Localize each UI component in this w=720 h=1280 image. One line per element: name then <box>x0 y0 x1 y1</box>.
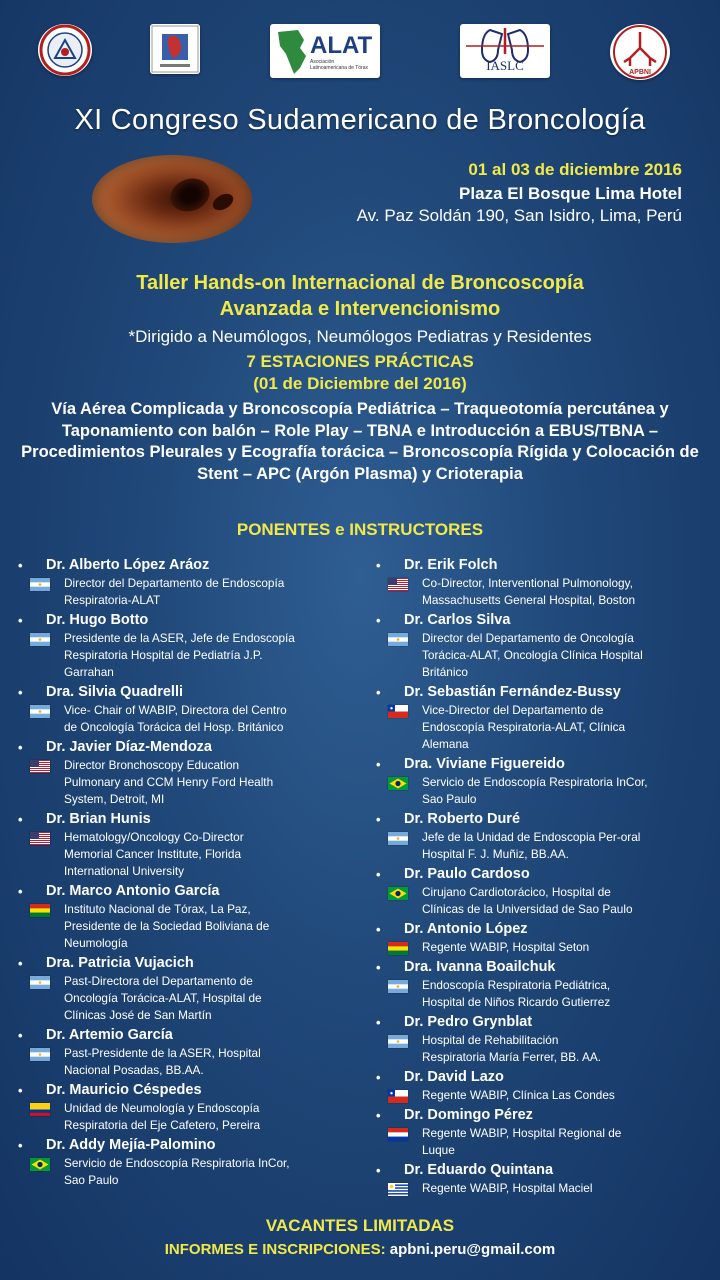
speaker-entry <box>18 882 348 952</box>
speaker-affiliation-line <box>18 791 348 808</box>
speaker-name: • Dr. Addy Mejía-Palomino <box>18 1136 348 1155</box>
speaker-affiliation-text: International University <box>64 864 184 878</box>
speaker-affiliation-text: de Oncología Torácica del Hosp. Británico <box>64 720 284 734</box>
speaker-affiliation-line <box>376 884 706 901</box>
argentina-flag-icon <box>30 705 50 718</box>
speaker-affiliation-text: Servicio de Endoscopía Respiratoria InCor, <box>422 775 648 789</box>
speaker-entry <box>18 954 348 1024</box>
speaker-name: • Dr. Artemio García <box>18 1026 348 1045</box>
workshop-topics: Vía Aérea Complicada y Broncoscopía Pediátrica – Traqueotomía percutánea y Taponamiento con balón – Role Play – TBNA e Introducción a EBUS/TBNA – Procedimientos Pleurales y Ecografía torácica – Broncoscopía Rígida y Colocación de Stent – APC (Argón Plasma) y Crioterapia <box>21 400 699 483</box>
speaker-entry <box>376 810 706 863</box>
speaker-affiliation-line <box>376 977 706 994</box>
speaker-entry <box>376 556 706 609</box>
speaker-affiliation-text: Massachusetts General Hospital, Boston <box>422 593 636 607</box>
chile-flag-icon <box>388 705 408 718</box>
contact-label: INFORMES E INSCRIPCIONES: <box>164 1241 386 1258</box>
usa-flag-icon <box>388 578 408 591</box>
uruguay-flag-icon <box>388 1183 408 1196</box>
speaker-affiliation-text: Respiratoria-ALAT <box>64 593 161 607</box>
speaker-affiliation-line <box>376 1087 706 1104</box>
chile-flag-icon <box>388 1090 408 1103</box>
speaker-name: • Dr. Mauricio Céspedes <box>18 1081 348 1100</box>
speaker-affiliation-line <box>18 846 348 863</box>
speaker-entry <box>18 1081 348 1134</box>
speaker-affiliation-text: Regente WABIP, Clínica Las Condes <box>422 1088 615 1102</box>
speaker-affiliation-text: Clínicas José de San Martín <box>64 1008 212 1022</box>
speaker-affiliation-line <box>376 901 706 918</box>
speaker-affiliation-line <box>18 918 348 935</box>
iaslc-logo-text: IASLC <box>486 58 524 73</box>
contact-email-link[interactable]: apbni.peru@gmail.com <box>389 1241 556 1258</box>
speaker-affiliation-text: Respiratoria del Eje Cafetero, Pereira <box>64 1118 261 1132</box>
speaker-affiliation-line <box>18 757 348 774</box>
speaker-affiliation-text: Alemana <box>422 737 469 751</box>
speaker-entry <box>18 683 348 736</box>
congress-title: XI Congreso Sudamericano de Broncología <box>74 104 646 136</box>
speaker-affiliation-line <box>18 664 348 681</box>
speaker-affiliation-line <box>376 592 706 609</box>
workshop-title-line1: Taller Hands-on Internacional de Broncoscopía <box>136 272 584 294</box>
aser-logo <box>150 24 200 74</box>
speaker-affiliation-text: Director del Departamento de Oncología <box>422 631 634 645</box>
speaker-entry <box>376 958 706 1011</box>
speaker-entry <box>376 611 706 681</box>
speaker-entry <box>376 1013 706 1066</box>
speaker-name: • Dr. Paulo Cardoso <box>376 865 706 884</box>
iaslc-logo <box>460 24 550 78</box>
speaker-name: • Dr. Sebastián Fernández-Bussy <box>376 683 706 702</box>
usa-flag-icon <box>30 760 50 773</box>
argentina-flag-icon <box>388 633 408 646</box>
speaker-name: • Dr. Pedro Grynblat <box>376 1013 706 1032</box>
speaker-affiliation-text: System, Detroit, MI <box>64 792 165 806</box>
speaker-affiliation-text: Instituto Nacional de Tórax, La Paz, <box>64 902 251 916</box>
speaker-name: • Dra. Patricia Vujacich <box>18 954 348 973</box>
speaker-entry <box>376 865 706 918</box>
speaker-affiliation-text: Regente WABIP, Hospital Seton <box>422 940 590 954</box>
speaker-affiliation-line <box>18 990 348 1007</box>
speaker-affiliation-line <box>376 791 706 808</box>
alat-logo <box>270 24 380 78</box>
alat-logo-text: ALAT <box>310 32 373 59</box>
argentina-flag-icon <box>388 1035 408 1048</box>
speaker-affiliation-text: Neumología <box>64 936 128 950</box>
speaker-affiliation-text: Vice- Chair of WABIP, Directora del Centro <box>64 703 287 717</box>
speaker-affiliation-text: Luque <box>422 1143 455 1157</box>
argentina-flag-icon <box>388 832 408 845</box>
speaker-affiliation-line <box>376 1142 706 1159</box>
speaker-name: • Dr. David Lazo <box>376 1068 706 1087</box>
speaker-affiliation-text: Pulmonary and CCM Henry Ford Health <box>64 775 274 789</box>
speaker-entry <box>18 738 348 808</box>
argentina-flag-icon <box>30 633 50 646</box>
event-date: 01 al 03 de diciembre 2016 <box>468 160 682 179</box>
speaker-affiliation-line <box>18 719 348 736</box>
bolivia-flag-icon <box>388 942 408 955</box>
speaker-affiliation-line <box>18 702 348 719</box>
speaker-affiliation-text: Unidad de Neumología y Endoscopía <box>64 1101 260 1115</box>
speaker-affiliation-text: Hospital F. J. Muñiz, BB.AA. <box>422 847 569 861</box>
event-venue: Plaza El Bosque Lima Hotel <box>459 184 682 203</box>
speaker-affiliation-line <box>18 1062 348 1079</box>
workshop-stations: 7 ESTACIONES PRÁCTICAS <box>246 352 474 371</box>
speaker-name: • Dr. Brian Hunis <box>18 810 348 829</box>
apbni-logo-text: APBNI <box>629 69 651 76</box>
logo-bar <box>0 20 720 82</box>
event-address: Av. Paz Soldán 190, San Isidro, Lima, Perú <box>356 206 682 225</box>
argentina-flag-icon <box>388 980 408 993</box>
speaker-affiliation-text: Co-Director, Interventional Pulmonology, <box>422 576 633 590</box>
speaker-affiliation-text: Respiratoria Hospital de Pediatría J.P. <box>64 648 263 662</box>
contact-line <box>0 1241 720 1258</box>
speaker-affiliation-text: Regente WABIP, Hospital Maciel <box>422 1181 593 1195</box>
speaker-affiliation-line <box>376 939 706 956</box>
speaker-name: • Dr. Eduardo Quintana <box>376 1161 706 1180</box>
speaker-affiliation-text: Memorial Cancer Institute, Florida <box>64 847 242 861</box>
speaker-affiliation-line <box>376 1032 706 1049</box>
argentina-flag-icon <box>30 1048 50 1061</box>
speaker-affiliation-line <box>376 846 706 863</box>
speaker-affiliation-text: Endoscopía Respiratoria Pediátrica, <box>422 978 611 992</box>
speaker-affiliation-text: Jefe de la Unidad de Endoscopia Per-oral <box>422 830 641 844</box>
speaker-affiliation-text: Past-Presidente de la ASER, Hospital <box>64 1046 261 1060</box>
speaker-affiliation-line <box>18 575 348 592</box>
speakers-title: PONENTES e INSTRUCTORES <box>236 520 484 539</box>
speaker-entry <box>18 611 348 681</box>
speaker-affiliation-text: Vice-Director del Departamento de <box>422 703 604 717</box>
speaker-affiliation-line <box>18 1100 348 1117</box>
speaker-name: • Dra. Viviane Figuereido <box>376 755 706 774</box>
speaker-entry <box>18 1136 348 1189</box>
speaker-affiliation-line <box>376 1125 706 1142</box>
speaker-affiliation-text: Sao Paulo <box>64 1173 119 1187</box>
workshop-date: (01 de Diciembre del 2016) <box>253 374 467 393</box>
speaker-affiliation-text: Oncología Torácica-ALAT, Hospital de <box>64 991 262 1005</box>
speaker-affiliation-line <box>18 647 348 664</box>
speaker-entry <box>18 810 348 880</box>
speaker-affiliation-line <box>376 829 706 846</box>
speaker-affiliation-text: Cirujano Cardiotorácico, Hospital de <box>422 885 611 899</box>
speaker-affiliation-line <box>18 1117 348 1134</box>
sociedad-logo <box>38 24 92 76</box>
argentina-flag-icon <box>30 578 50 591</box>
speaker-affiliation-line <box>18 901 348 918</box>
speaker-affiliation-text: Sao Paulo <box>422 792 477 806</box>
alat-logo-subtitle: Asociación Latinoamericana de Tórax <box>310 59 368 71</box>
speaker-affiliation-text: Clínicas de la Universidad de Sao Paulo <box>422 902 633 916</box>
speaker-affiliation-text: Endoscopía Respiratoria-ALAT, Clínica <box>422 720 626 734</box>
speaker-affiliation-text: Servicio de Endoscopía Respiratoria InCor, <box>64 1156 290 1170</box>
speaker-affiliation-line <box>18 1045 348 1062</box>
speaker-affiliation-text: Presidente de la ASER, Jefe de Endoscopía <box>64 631 295 645</box>
speaker-affiliation-line <box>376 736 706 753</box>
speaker-entry <box>376 1161 706 1197</box>
speaker-affiliation-line <box>18 935 348 952</box>
speaker-affiliation-text: Torácica-ALAT, Oncología Clínica Hospital <box>422 648 643 662</box>
speaker-affiliation-text: Hematology/Oncology Co-Director <box>64 830 244 844</box>
usa-flag-icon <box>30 832 50 845</box>
colombia-flag-icon <box>30 1103 50 1116</box>
speaker-affiliation-line <box>18 630 348 647</box>
speaker-affiliation-line <box>376 630 706 647</box>
speaker-entry <box>376 683 706 753</box>
argentina-flag-icon <box>30 976 50 989</box>
brazil-flag-icon <box>30 1158 50 1171</box>
vacancies-notice: VACANTES LIMITADAS <box>265 1216 455 1235</box>
speaker-affiliation-text: Hospital de Rehabilitación <box>422 1033 559 1047</box>
speaker-affiliation-text: Director del Departamento de Endoscopía <box>64 576 285 590</box>
speaker-entry <box>376 1068 706 1104</box>
speakers-left-column <box>18 556 348 1191</box>
speaker-affiliation-line <box>18 1172 348 1189</box>
speaker-affiliation-text: Past-Directora del Departamento de <box>64 974 253 988</box>
speaker-name: • Dra. Silvia Quadrelli <box>18 683 348 702</box>
speaker-affiliation-line <box>18 1155 348 1172</box>
speaker-affiliation-text: Director Bronchoscopy Education <box>64 758 240 772</box>
speaker-entry <box>376 1106 706 1159</box>
speaker-affiliation-line <box>376 774 706 791</box>
speaker-affiliation-line <box>376 1049 706 1066</box>
speaker-name: • Dr. Marco Antonio García <box>18 882 348 901</box>
speaker-affiliation-line <box>376 994 706 1011</box>
speaker-affiliation-line <box>376 647 706 664</box>
speaker-affiliation-line <box>18 1007 348 1024</box>
workshop-audience: *Dirigido a Neumólogos, Neumólogos Pediatras y Residentes <box>128 327 592 346</box>
speaker-affiliation-text: Respiratoria María Ferrer, BB. AA. <box>422 1050 601 1064</box>
brazil-flag-icon <box>388 887 408 900</box>
speaker-affiliation-line <box>376 664 706 681</box>
speaker-name: • Dr. Alberto López Aráoz <box>18 556 348 575</box>
speaker-affiliation-text: Británico <box>422 665 468 679</box>
speaker-entry <box>376 920 706 956</box>
paraguay-flag-icon <box>388 1128 408 1141</box>
speaker-affiliation-text: Presidente de la Sociedad Boliviana de <box>64 919 270 933</box>
speaker-affiliation-line <box>18 863 348 880</box>
speaker-name: • Dra. Ivanna Boailchuk <box>376 958 706 977</box>
speaker-affiliation-line <box>376 575 706 592</box>
speaker-name: • Dr. Erik Folch <box>376 556 706 575</box>
speaker-affiliation-line <box>18 973 348 990</box>
speaker-entry <box>18 1026 348 1079</box>
brazil-flag-icon <box>388 777 408 790</box>
workshop-title-line2: Avanzada e Intervencionismo <box>219 298 501 320</box>
speaker-name: • Dr. Antonio López <box>376 920 706 939</box>
speaker-affiliation-text: Hospital de Niños Ricardo Gutierrez <box>422 995 611 1009</box>
speaker-affiliation-line <box>18 829 348 846</box>
speaker-name: • Dr. Hugo Botto <box>18 611 348 630</box>
speaker-name: • Dr. Roberto Duré <box>376 810 706 829</box>
speaker-affiliation-line <box>18 774 348 791</box>
speaker-entry <box>376 755 706 808</box>
bronchoscopy-image <box>92 155 252 243</box>
speaker-affiliation-line <box>376 702 706 719</box>
speaker-name: • Dr. Javier Díaz-Mendoza <box>18 738 348 757</box>
apbni-logo <box>610 24 670 80</box>
speaker-affiliation-text: Garrahan <box>64 665 114 679</box>
speaker-name: • Dr. Domingo Pérez <box>376 1106 706 1125</box>
speaker-affiliation-text: Regente WABIP, Hospital Regional de <box>422 1126 622 1140</box>
speakers-right-column <box>376 556 706 1199</box>
speaker-affiliation-text: Nacional Posadas, BB.AA. <box>64 1063 204 1077</box>
speaker-name: • Dr. Carlos Silva <box>376 611 706 630</box>
speaker-entry <box>18 556 348 609</box>
speaker-affiliation-line <box>376 719 706 736</box>
speaker-affiliation-line <box>376 1180 706 1197</box>
bolivia-flag-icon <box>30 904 50 917</box>
speaker-affiliation-line <box>18 592 348 609</box>
